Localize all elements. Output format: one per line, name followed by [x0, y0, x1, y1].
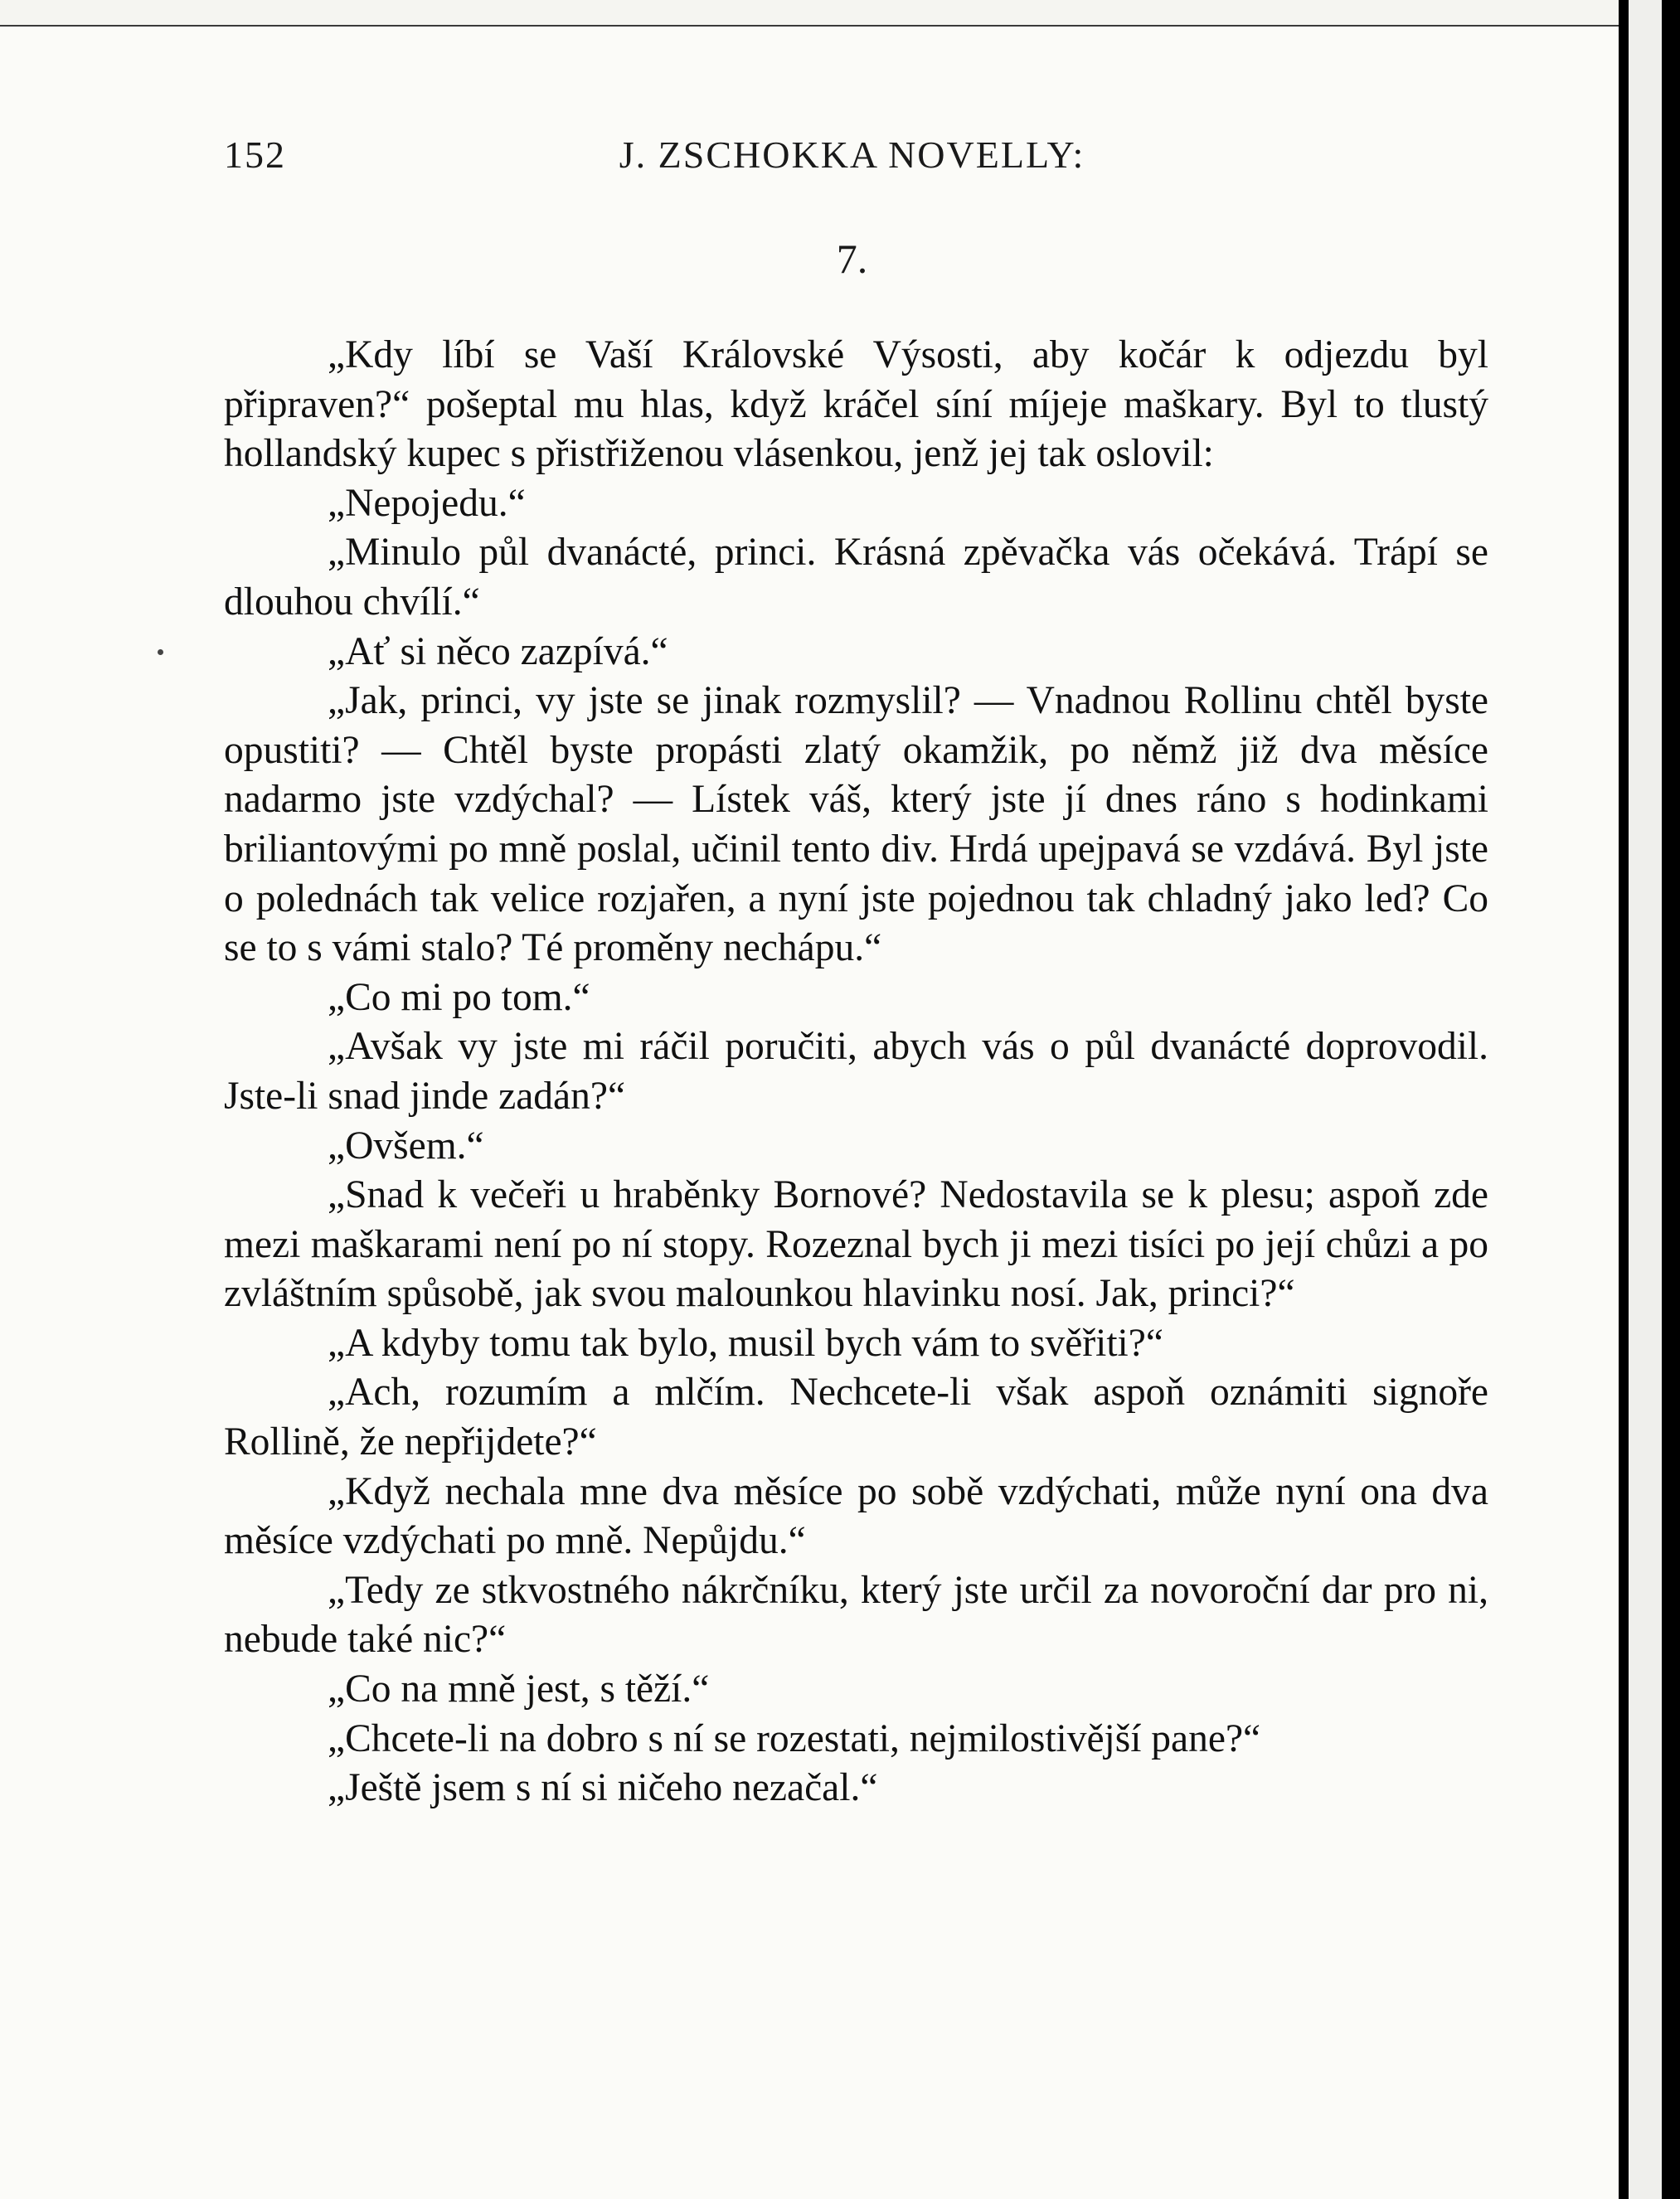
paragraph: „Tedy ze stkvostného nákrčníku, který jste určil za novoroční dar pro ni, nebude také nic?“	[224, 1568, 1488, 1662]
paragraph: „Minulo půl dvanácté, princi. Krásná zpěvačka vás očekává. Trápí se dlouhou chvílí.“	[224, 531, 1488, 624]
margin-speck	[158, 649, 163, 655]
paragraph: „Ať si něco zazpívá.“	[328, 629, 668, 673]
paragraph: „Snad k večeři u hraběnky Bornové? Nedostavila se k plesu; aspoň zde mezi maškarami není po ní stopy. Rozeznal bych ji mezi tisíci po její chůzi a po zvláštním spůsobě, jak svou malounkou hlavinku nosí. Jak, princi?“	[224, 1173, 1488, 1316]
paragraph: „Chcete-li na dobro s ní se rozestati, nejmilostivější pane?“	[328, 1716, 1261, 1760]
next-page-edge	[1629, 0, 1662, 2199]
paragraph: „Avšak vy jste mi ráčil poručiti, abych vás o půl dvanácté doprovodil. Jste-li snad jinde zadán?“	[224, 1025, 1488, 1118]
page-number: 152	[224, 133, 286, 176]
paragraph: „Ovšem.“	[328, 1124, 484, 1167]
paragraph: „Ještě jsem s ní si ničeho nezačal.“	[328, 1766, 878, 1810]
paragraph: „Co mi po tom.“	[328, 975, 590, 1019]
paragraph: „Co na mně jest, s těží.“	[328, 1667, 710, 1711]
paragraph: „Jak, princi, vy jste se jinak rozmyslil? — Vnadnou Rollinu chtěl byste opustiti? — Chtěl byste propásti zlatý okamžik, po němž již dva měsíce nadarmo jste vzdýchal? — Lístek váš, který jste jí dnes ráno s hodinkami briliantovými po mně poslal, učinil tento div. Hrdá upejpavá se vzdává. Byl jste o polednách tak velice rozjařen, a nyní jste pojednou tak chladný jako led? Co se to s vámi stalo? Té proměny nechápu.“	[224, 679, 1488, 970]
paragraph: „Když nechala mne dva měsíce po sobě vzdýchati, může nyní ona dva měsíce vzdýchati po mně. Nepůjdu.“	[224, 1469, 1488, 1563]
page-top-edge	[0, 0, 1619, 27]
paragraph: „A kdyby tomu tak bylo, musil bych vám to svěřiti?“	[328, 1321, 1163, 1365]
paragraph: „Ach, rozumím a mlčím. Nechcete-li však aspoň oznámiti signoře Rollině, že nepřijdete?“	[224, 1371, 1488, 1464]
chapter-number: 7.	[836, 235, 868, 282]
paragraph: „Kdy líbí se Vaší Královské Výsosti, aby kočár k odjezdu byl připraven?“ pošeptal mu hlas, když kráčel síní míjeje maškary. Byl to tlustý hollandský kupec s přistřiženou vlásenkou, jenž jej tak oslovil:	[224, 333, 1488, 476]
running-header	[224, 133, 1480, 182]
body-text	[224, 331, 1488, 1813]
paragraph: „Nepojedu.“	[328, 481, 526, 525]
running-title: J. ZSCHOKKA NOVELLY:	[619, 133, 1085, 176]
